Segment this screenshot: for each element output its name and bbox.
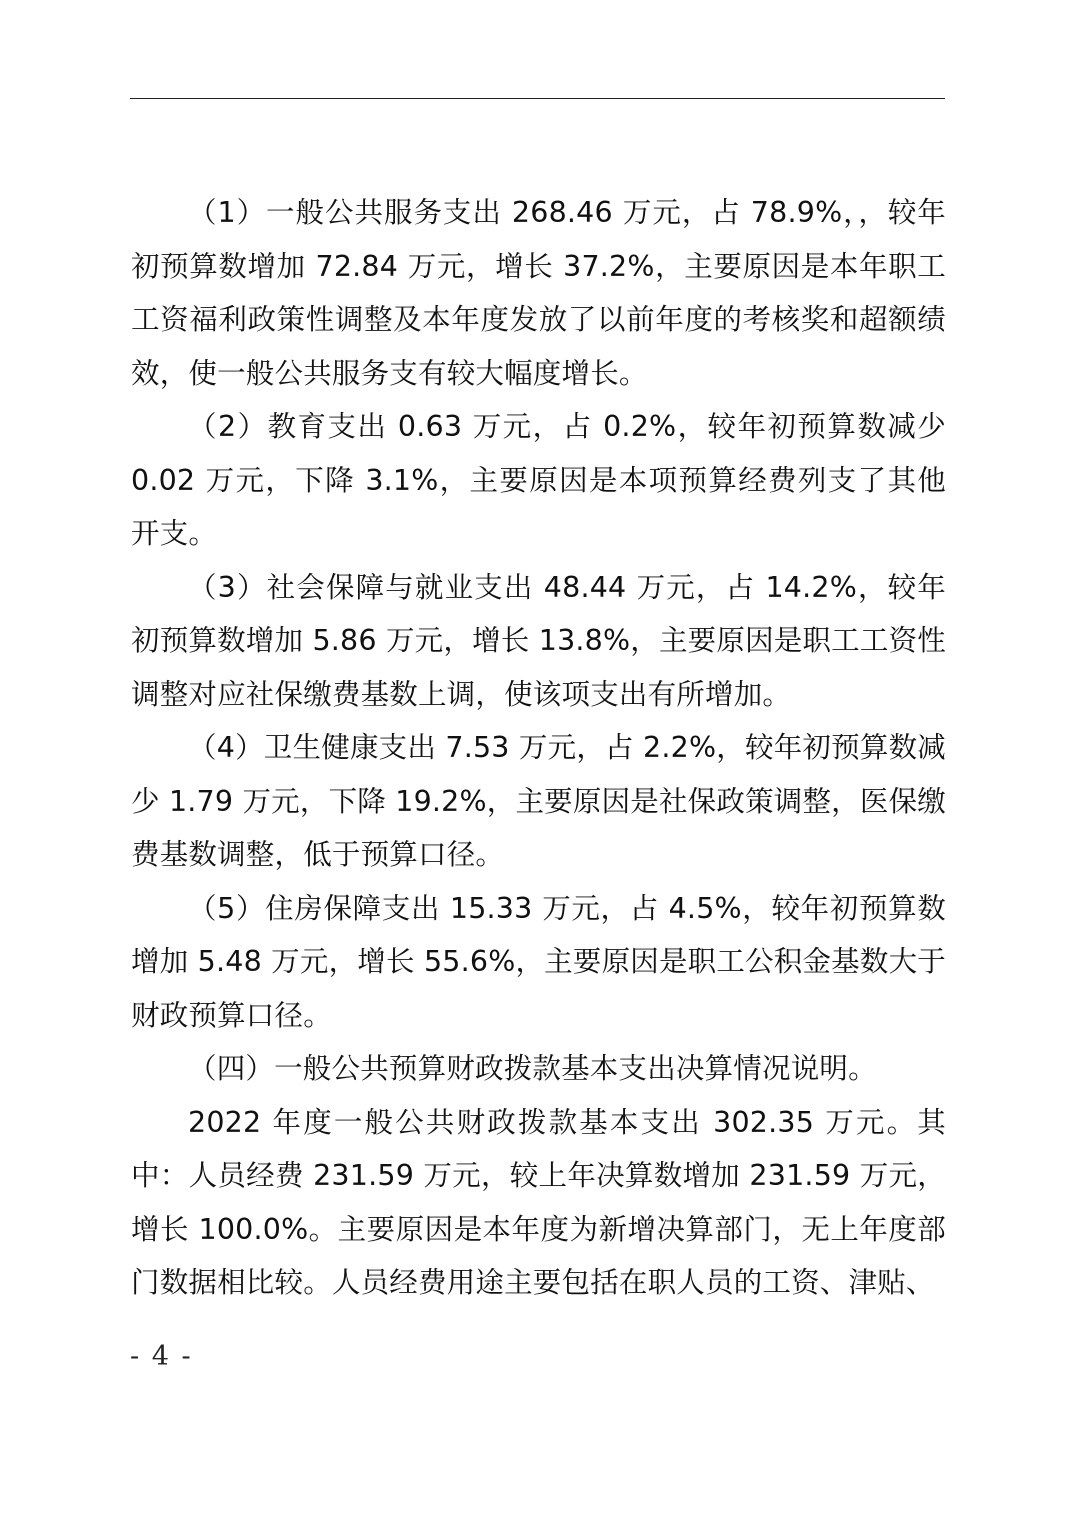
section-heading-basic-expenditure: （四）一般公共预算财政拨款基本支出决算情况说明。	[188, 1052, 877, 1085]
paragraph-health: （4）卫生健康支出 7.53 万元，占 2.2%，较年初预算数减少 1.79 万元，下降 19.2%，主要原因是社保政策调整，医保缴费基数调整，低于预算口径。	[131, 731, 946, 871]
paragraph-education: （2）教育支出 0.63 万元，占 0.2%，较年初预算数减少 0.02 万元，下降 3.1%，主要原因是本项预算经费列支了其他开支。	[131, 410, 946, 550]
paragraph-general-public-services: （1）一般公共服务支出 268.46 万元，占 78.9%，，较年初预算数增加 72.84 万元，增长 37.2%，主要原因是本年职工工资福利政策性调整及本年度发放了以前年度的考核奖和超额绩效，使一般公共服务支有较大幅度增长。	[131, 196, 946, 390]
paragraph-social-security: （3）社会保障与就业支出 48.44 万元，占 14.2%，较年初预算数增加 5.86 万元，增长 13.8%，主要原因是职工工资性调整对应社保缴费基数上调，使该项支出有所增加。	[131, 570, 946, 711]
header-rule	[130, 98, 945, 99]
paragraph-housing: （5）住房保障支出 15.33 万元，占 4.5%，较年初预算数增加 5.48 万元，增长 55.6%，主要原因是职工公积金基数大于财政预算口径。	[131, 891, 946, 1032]
document-body	[131, 186, 946, 1310]
paragraph-basic-expenditure-2022: 2022 年度一般公共财政拨款基本支出 302.35 万元。其中：人员经费 231.59 万元，较上年决算数增加 231.59 万元，增长 100.0%。主要原因是本年度为新增决算部门，无上年度部门数据相比较。人员经费用途主要包括在职人员的工资、津贴、	[131, 1105, 946, 1299]
page-number: - 4 -	[130, 1341, 193, 1372]
